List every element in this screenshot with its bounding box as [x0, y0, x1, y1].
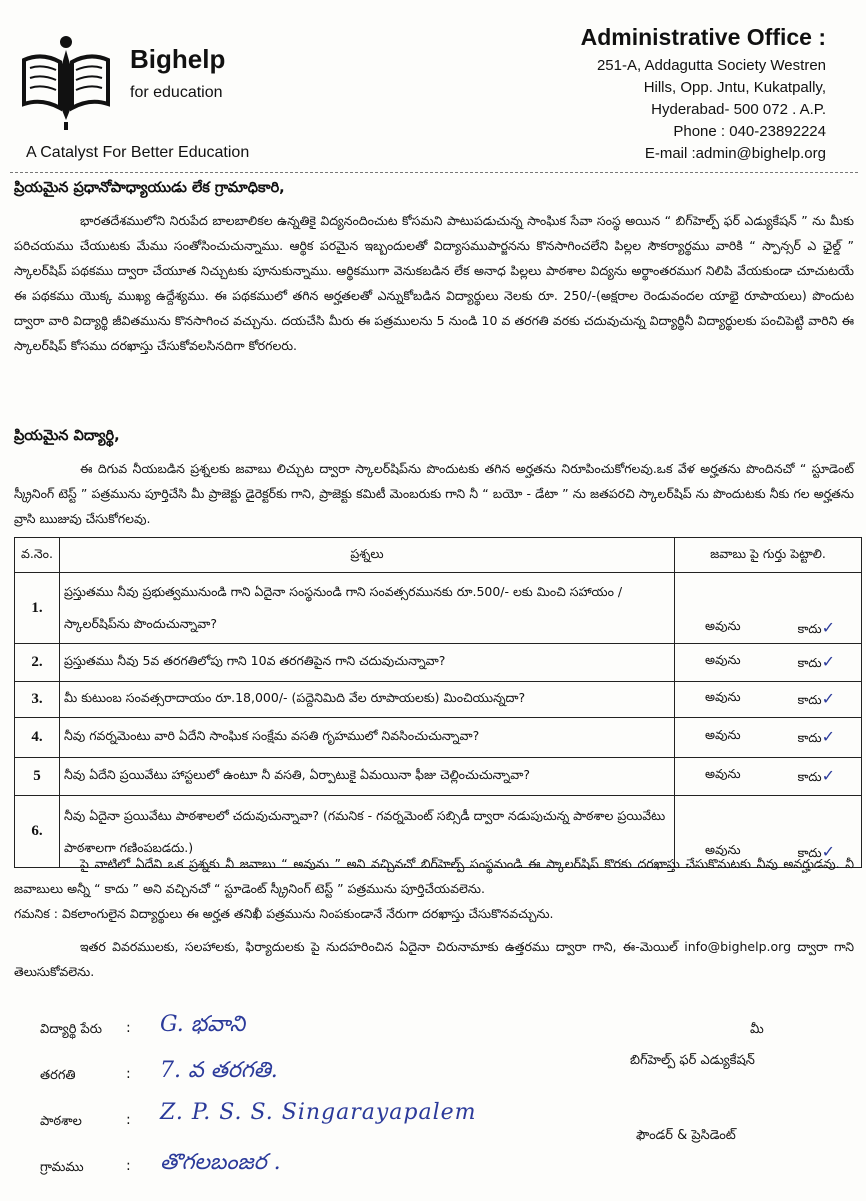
answer-no[interactable]: కాదు✓: [797, 618, 835, 637]
colon: :: [126, 1158, 131, 1174]
answer-no[interactable]: కాదు✓: [797, 842, 835, 861]
col-header-sno: వ.నెం.: [15, 538, 60, 573]
tagline: A Catalyst For Better Education: [26, 144, 250, 161]
row-question: నీవు ఏదైనా ప్రయివేటు పాఠశాలలో చదువుచున్నావా? (గమనిక - గవర్నమెంట్ సబ్సిడీ ద్వారా నడుపుచున్న పాఠశాల ప్రయివేటు పాఠశాలగా గణింపబడదు.): [60, 796, 675, 868]
student-paragraph-text: ఈ దిగువ నీయబడిన ప్రశ్నలకు జవాబు లిచ్చుట ద్వారా స్కాలర్‌షిప్‌ను పొందుటకు తగిన అర్హతను నిరూపించుకోగలవు.ఒక వేళ అర్హతను పొందినచో “ స్టూడెంట్ స్క్రీనింగ్ టెస్ట్ ” పత్రమును పూర్తిచేసి మీ ప్రాజెక్టు డైరెక్టర్‌కు గాని, ప్రాజెక్టు కమిటీ మెంబరుకు గాని నీ “ బయో - డేటా ” ను జతపరచి స్కాలర్‌షిప్ ను పొందుటకు నీకు గల అర్హతను వ్రాసి ఋజువు చేసుకోగలవు.: [14, 461, 854, 526]
brand-name: Bighelp: [130, 44, 226, 74]
student-paragraph: [14, 456, 854, 531]
answer-no[interactable]: కాదు✓: [797, 726, 835, 746]
salutation-headmaster: ప్రియమైన ప్రధానోపాధ్యాయుడు లేక గ్రామాధికారి,: [14, 180, 285, 196]
answer-no[interactable]: కాదు✓: [797, 651, 835, 671]
answer-yes[interactable]: అవును: [705, 618, 741, 633]
row-question: మీ కుటుంబ సంవత్సరాదాయం రూ.18,000/- (పద్దెనిమిది వేల రూపాయలకు) మించియున్నదా?: [60, 682, 675, 718]
office-phone: Phone : 040-23892224: [673, 123, 826, 140]
tick-mark-icon: ✓: [821, 651, 835, 671]
result-paragraph-text: పై వాటిలో ఏదేని ఒక ప్రశ్నకు నీ జవాబు “ అవును ” అని వచ్చినచో బిగ్‌హెల్ప్ సంస్థనుండి ఈ స్కాలర్‌షిప్ కొరకు దరఖాస్తు చేసుకొనుటకు నీవు అనర్హుడవు. నీ జవాబులు అన్నీ “ కాదు ” అని వచ్చినచో “ స్టూడెంట్ స్క్రీనింగ్ టెస్ట్ ” పత్రమును పూర్తిచేయవలెను.: [14, 856, 854, 896]
row-question: నీవు గవర్నమెంటు వారి ఏదేని సాంఘిక సంక్షేమ వసతి గృహములో నివసించుచున్నావా?: [60, 718, 675, 758]
office-line: Hills, Opp. Jntu, Kukatpally,: [643, 79, 826, 96]
colon: :: [126, 1020, 131, 1036]
office-email: E-mail :admin@bighelp.org: [644, 145, 826, 162]
table-row: [15, 644, 862, 682]
school-label: పాఠశాల: [40, 1114, 82, 1129]
student-name-field[interactable]: G. భవాని: [160, 1012, 246, 1037]
answer-no[interactable]: కాదు✓: [797, 765, 835, 785]
answer-cell: [675, 573, 862, 644]
answer-no[interactable]: కాదు✓: [797, 688, 835, 708]
tick-mark-icon: ✓: [821, 688, 835, 708]
answer-cell: [675, 718, 862, 758]
answer-cell: [675, 644, 862, 682]
table-row: [15, 573, 862, 644]
result-paragraph: [14, 851, 854, 901]
office-address-block: [500, 24, 826, 165]
row-question: నీవు ఏదేని ప్రయివేటు హాస్టలులో ఉంటూ నీ వసతి, ఏర్పాటుకై ఏమయినా ఫీజు చెల్లించుచున్నావా?: [60, 758, 675, 796]
row-number: 5: [15, 758, 60, 796]
header-divider: [10, 172, 858, 173]
tick-mark-icon: ✓: [821, 726, 835, 746]
colon: :: [126, 1112, 131, 1128]
col-header-answer: జవాబు పై గుర్తు పెట్టాలి.: [675, 538, 862, 573]
answer-yes[interactable]: అవును: [705, 688, 741, 704]
row-number: 3.: [15, 682, 60, 718]
row-number: 6.: [15, 796, 60, 868]
row-number: 2.: [15, 644, 60, 682]
salutation-student: ప్రియమైన విద్యార్థి,: [14, 428, 120, 444]
answer-yes[interactable]: అవును: [705, 765, 741, 781]
student-name-label: విద్యార్థి పేరు: [40, 1022, 103, 1037]
office-line: 251-A, Addagutta Society Westren: [596, 57, 826, 74]
tick-mark-icon: ✓: [821, 842, 835, 861]
signature-line-yours: మీ: [750, 1022, 764, 1037]
row-number: 4.: [15, 718, 60, 758]
answer-cell: [675, 758, 862, 796]
village-field[interactable]: తొగలబంజర .: [160, 1150, 281, 1175]
answer-yes[interactable]: అవును: [705, 726, 741, 742]
colon: :: [126, 1066, 131, 1082]
col-header-question: ప్రశ్నలు: [60, 538, 675, 573]
brand-subtitle: for education: [130, 84, 223, 101]
intro-paragraph: [14, 208, 854, 358]
office-title: Administrative Office :: [580, 24, 826, 50]
signature-title: ఫౌండర్ & ప్రెసిడెంట్: [636, 1128, 736, 1143]
tick-mark-icon: ✓: [821, 765, 835, 785]
answer-yes[interactable]: అవును: [705, 842, 741, 857]
row-number: 1.: [15, 573, 60, 644]
village-label: గ్రామము: [40, 1160, 84, 1175]
bighelp-logo: [22, 34, 110, 134]
signature-org-name: బిగ్‌హెల్ప్ ఫర్ ఎడ్యుకేషన్: [630, 1053, 755, 1068]
tick-mark-icon: ✓: [821, 618, 835, 637]
note-disabled-students: గమనిక : వికలాంగులైన విద్యార్థులు ఈ అర్హత తనిఖీ పత్రమును నింపకుండానే నేరుగా దరఖాస్తు చేసుకొనవచ్చును.: [14, 906, 554, 921]
table-header-row: [15, 538, 862, 573]
contact-paragraph: [14, 934, 854, 984]
table-row: [15, 758, 862, 796]
table-row: [15, 718, 862, 758]
table-row: [15, 682, 862, 718]
contact-paragraph-text: ఇతర వివరములకు, సలహాలకు, ఫిర్యాదులకు పై నుదహరించిన ఏదైనా చిరునామాకు ఉత్తరము ద్వారా గాని, ఈ-మెయిల్ info@bighelp.org ద్వారా గాని తెలుసుకోవలెను.: [14, 939, 854, 979]
class-field[interactable]: 7. వ తరగతి.: [160, 1058, 278, 1083]
intro-paragraph-text: భారతదేశములోని నిరుపేద బాలబాలికల ఉన్నతికై విద్యనందించుట కోసమని పాటుపడుచున్న సాంఘిక సేవా సంస్థ అయిన “ బిగ్‌హెల్ప్ ఫర్ ఎడ్యుకేషన్ ” ను మీకు పరిచయము చేయుటకు మేము సంతోసించుచున్నాము. ఆర్థిక పరమైన ఇబ్బందులతో విద్యాసముపార్జనను కొనసాగించలేని పిల్లల సౌకర్యార్థము వారికి “ స్పాన్సర్ ఎ ఛైల్డ్ ” స్కాలర్‌షిప్ పథకము ద్వారా చేయూత నిచ్చుటకు పూనుకున్నాము. ఆర్థికముగా వెనుకబడిన లేక అనాధ పిల్లలు పాఠశాల విద్యను అర్థాంతరముగ నిలిపి వేయకుండా చూచుటయే ఈ పథకము యొక్క ముఖ్య ఉద్దేశ్యము. ఈ పథకములో తగిన అర్హతలతో ఎన్నుకోబడిన విద్యార్థులు నెలకు రూ. 250/-(అక్షరాల రెండువందల యాభై రూపాయలు) పొందుట ద్వారా వారి విద్యార్థి జీవితమును కొనసాగించ వచ్చును. దయచేసి మీరు ఈ పత్రములను 5 నుండి 10 వ తరగతి వరకు చదువుచున్న విద్యార్థినీ విద్యార్థులకు పంచిపెట్టి వారిని ఈ స్కాలర్‌షిప్ కోసము దరఖాస్తు చేసుకోవలసినదిగా కోరగలరు.: [14, 213, 854, 353]
answer-yes[interactable]: అవును: [705, 651, 741, 667]
row-question: ప్రస్తుతము నీవు ప్రభుత్వమునుండి గాని ఏదైనా సంస్థనుండి గాని సంవత్సరమునకు రూ.500/- లకు మించి సహాయం / స్కాలర్‌షిప్‌ను పొందుచున్నావా?: [60, 573, 675, 644]
eligibility-question-table: [14, 537, 862, 868]
office-line: Hyderabad- 500 072 . A.P.: [651, 101, 826, 118]
school-field[interactable]: Z. P. S. S. Singarayapalem: [160, 1100, 477, 1125]
class-label: తరగతి: [40, 1068, 76, 1083]
answer-cell: [675, 682, 862, 718]
row-question: ప్రస్తుతము నీవు 5వ తరగతిలోపు గాని 10వ తరగతిపైన గాని చదువుచున్నావా?: [60, 644, 675, 682]
